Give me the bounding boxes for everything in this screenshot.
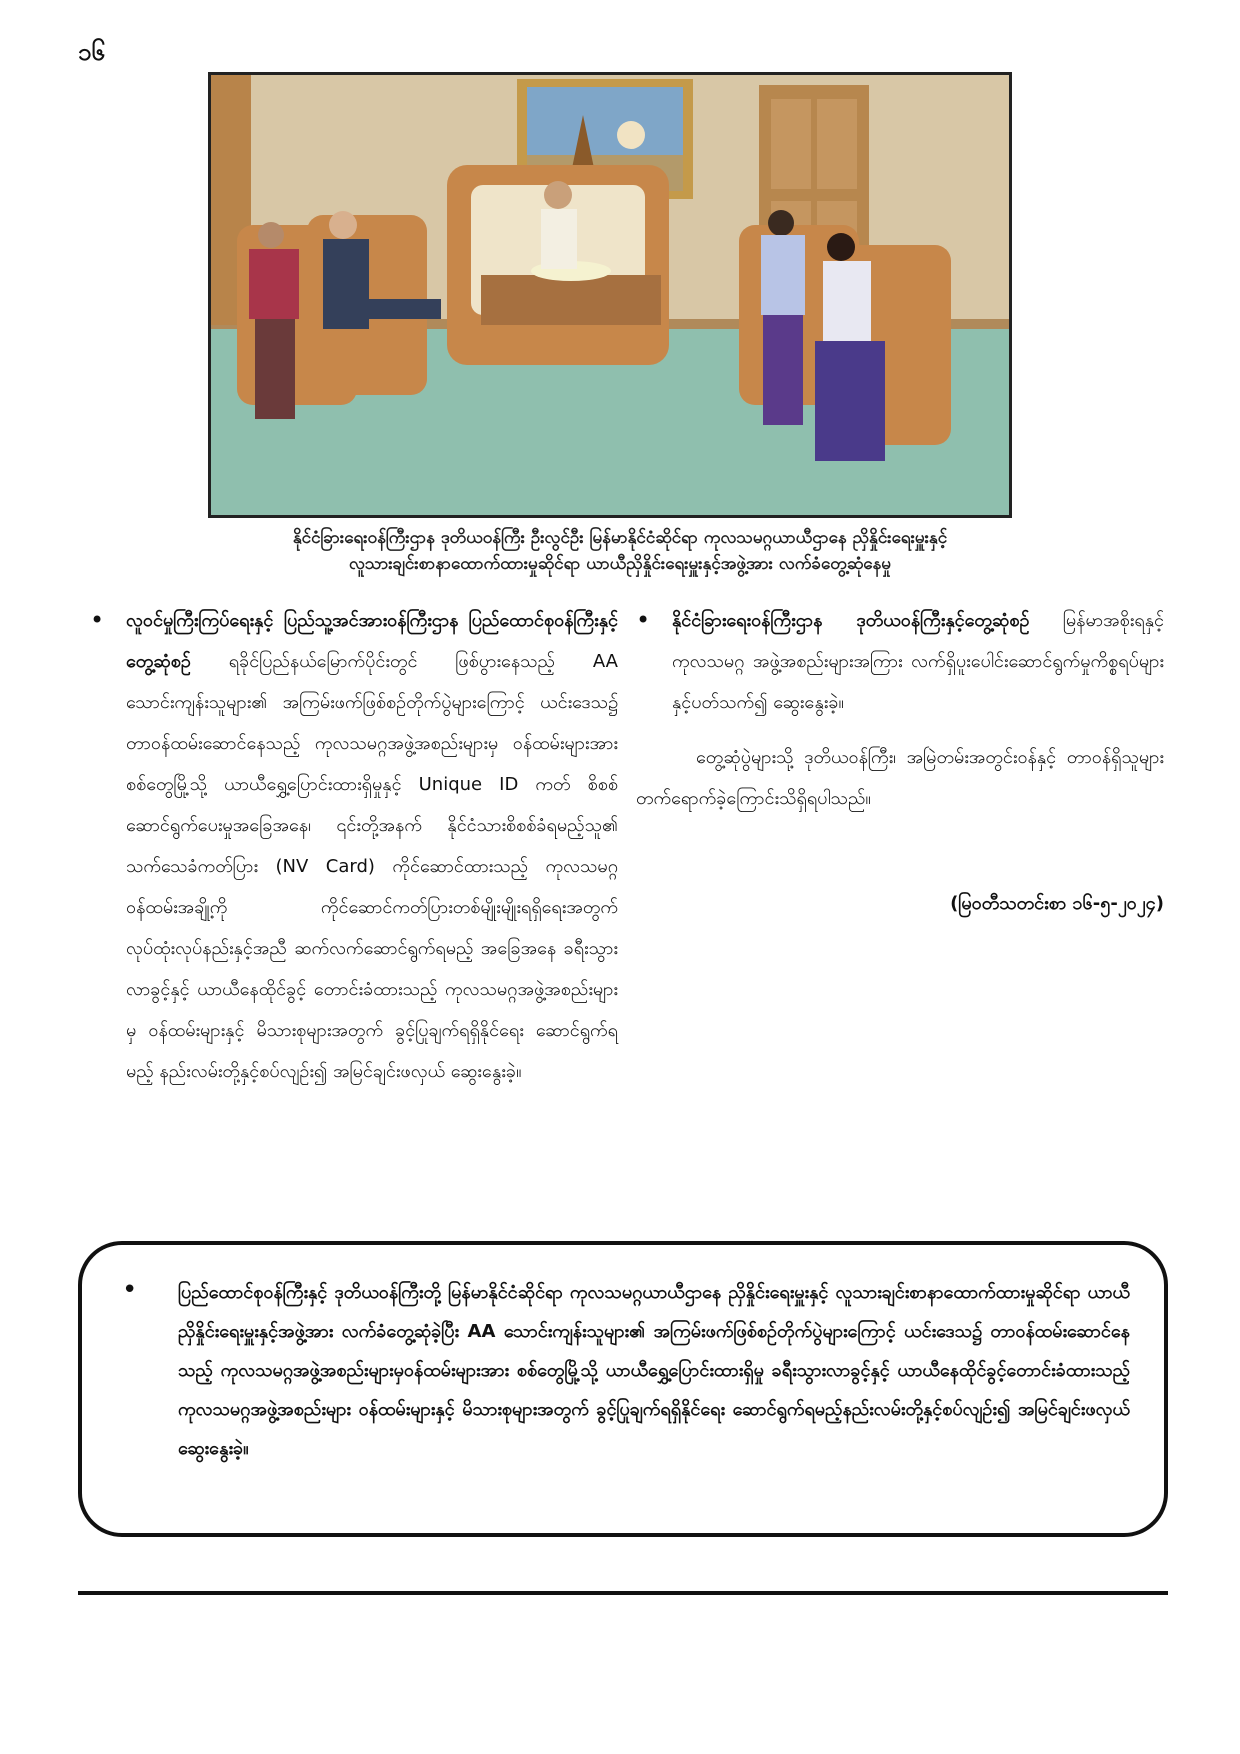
photo-caption xyxy=(160,525,1080,577)
caption-line-2: လူသားချင်းစာနာထောက်ထားမှုဆိုင်ရာ ယာယီညှိနှိုင်းရေးမှူးနှင့်အဖွဲ့အား လက်ခံတွေ့ဆုံနေမှု xyxy=(348,554,892,574)
caption-line-1: နိုင်ငံခြားရေးဝန်ကြီးဌာန ဒုတိယဝန်ကြီး ဦးလွင်ဦး မြန်မာနိုင်ငံဆိုင်ရာ ကုလသမဂ္ဂယာယီဌာနေ ညှိနှိုင်းရေးမှူးနှင့် xyxy=(292,528,948,548)
left-column xyxy=(90,600,618,1092)
coffee-table xyxy=(481,275,661,325)
person-right-woman-1 xyxy=(761,235,805,315)
right-bullet-item xyxy=(636,600,1164,723)
source-citation: (မြဝတီသတင်းစာ ၁၆-၅-၂၀၂၄) xyxy=(950,893,1164,914)
left-bullet-item xyxy=(90,600,618,1092)
left-body: ရခိုင်ပြည်နယ်မြောက်ပိုင်းတွင် ဖြစ်ပွားနေသည့် AA သောင်းကျန်းသူများ၏ အကြမ်းဖက်ဖြစ်စဉ်တိုက်ပွဲများကြောင့် ယင်းဒေသ၌ တာဝန်ထမ်းဆောင်နေသည့် ကုလသမဂ္ဂအဖွဲ့အစည်းများမှ ဝန်ထမ်းများအား စစ်တွေမြို့သို့ ယာယီရွှေ့ပြောင်းထားရှိမှုနှင့် Unique ID ကတ် စိစစ်ဆောင်ရွက်ပေးမှုအခြေအနေ၊ ၎င်းတို့အနက် နိုင်ငံသားစိစစ်ခံရမည့်သူ၏ သက်သေခံကတ်ပြား (NV Card) ကိုင်ဆောင်ထားသည့် ကုလသမဂ္ဂဝန်ထမ်းအချို့ကို ကိုင်ဆောင်ကတ်ပြားတစ်မျိုးမျိုးရရှိရေးအတွက် လုပ်ထုံးလုပ်နည်းနှင့်အညီ ဆက်လက်ဆောင်ရွက်ရမည့် အခြေအနေ ခရီးသွားလာခွင့်နှင့် ယာယီနေထိုင်ခွင့် တောင်းခံထားသည့် ကုလသမဂ္ဂအဖွဲ့အစည်းများမှ ဝန်ထမ်းများနှင့် မိသားစုများအတွက် ခွင့်ပြုချက်ရရှိနိုင်ရေး ဆောင်ရွက်ရမည့် နည်းလမ်းတို့နှင့်စပ်လျဉ်း၍ အမြင်ချင်းဖလှယ် ဆွေးနွေးခဲ့။ xyxy=(126,651,618,1082)
bullet-icon: • xyxy=(90,606,105,634)
meeting-photo xyxy=(208,72,1012,518)
right-lead: နိုင်ငံခြားရေးဝန်ကြီးဌာန ဒုတိယဝန်ကြီးနှင့်တွေ့ဆုံစဉ် xyxy=(672,610,1030,631)
person-right-woman-2 xyxy=(823,261,871,341)
page-number: ၁၆ xyxy=(78,38,105,66)
summary-text: ပြည်ထောင်စုဝန်ကြီးနှင့် ဒုတိယဝန်ကြီးတို့ မြန်မာနိုင်ငံဆိုင်ရာ ကုလသမဂ္ဂယာယီဌာနေ ညှိနှိုင်းရေးမှူးနှင့် လူသားချင်းစာနာထောက်ထားမှုဆိုင်ရာ ယာယီညှိနှိုင်းရေးမှူးနှင့်အဖွဲ့အား လက်ခံတွေ့ဆုံခဲ့ပြီး AA သောင်းကျန်းသူများ၏ အကြမ်းဖက်ဖြစ်စဉ်တိုက်ပွဲများကြောင့် ယင်းဒေသ၌ တာဝန်ထမ်းဆောင်နေသည့် ကုလသမဂ္ဂအဖွဲ့အစည်းများမှဝန်ထမ်းများအား စစ်တွေမြို့သို့ ယာယီရွှေ့ပြောင်းထားရှိမှု ခရီးသွားလာခွင့်နှင့် ယာယီနေထိုင်ခွင့်တောင်းခံထားသည့် ကုလသမဂ္ဂအဖွဲ့အစည်းများ ဝန်ထမ်းများနှင့် မိသားစုများအတွက် ခွင့်ပြုချက်ရရှိနိုင်ရေး ဆောင်ရွက်ရမည့်နည်းလမ်းတို့နှင့်စပ်လျဉ်း၍ အမြင်ချင်းဖလှယ် ဆွေးနွေးခဲ့။ xyxy=(178,1282,1130,1459)
bottom-divider xyxy=(78,1591,1168,1595)
right-body: မြန်မာအစိုးရနှင့် ကုလသမဂ္ဂ အဖွဲ့အစည်းများအကြား လက်ရှိပူးပေါင်းဆောင်ရွက်မှုကိစ္စရပ်များနှင့်ပတ်သက်၍ ဆွေးနွေးခဲ့။ xyxy=(672,610,1164,713)
left-lead-2: ပြည်ထောင်စုဝန်ကြီးနှင့်တွေ့ဆုံစဉ် xyxy=(126,610,618,672)
left-lead-1: လူဝင်မှုကြီးကြပ်ရေးနှင့် ပြည်သူ့အင်အားဝန်ကြီးဌာန xyxy=(126,610,459,631)
person-left-woman xyxy=(249,249,299,319)
right-paragraph-2: တွေ့ဆုံပွဲများသို့ ဒုတိယဝန်ကြီး၊ အမြဲတမ်းအတွင်းဝန်နှင့် တာဝန်ရှိသူများ တက်ရောက်ခဲ့ကြောင်းသိရှိရပါသည်။ xyxy=(636,747,1164,809)
bullet-icon: • xyxy=(636,606,651,634)
bullet-icon: • xyxy=(122,1275,138,1305)
meeting-photo-illustration xyxy=(211,75,1009,515)
right-column xyxy=(636,600,1164,924)
summary-box xyxy=(78,1241,1168,1537)
